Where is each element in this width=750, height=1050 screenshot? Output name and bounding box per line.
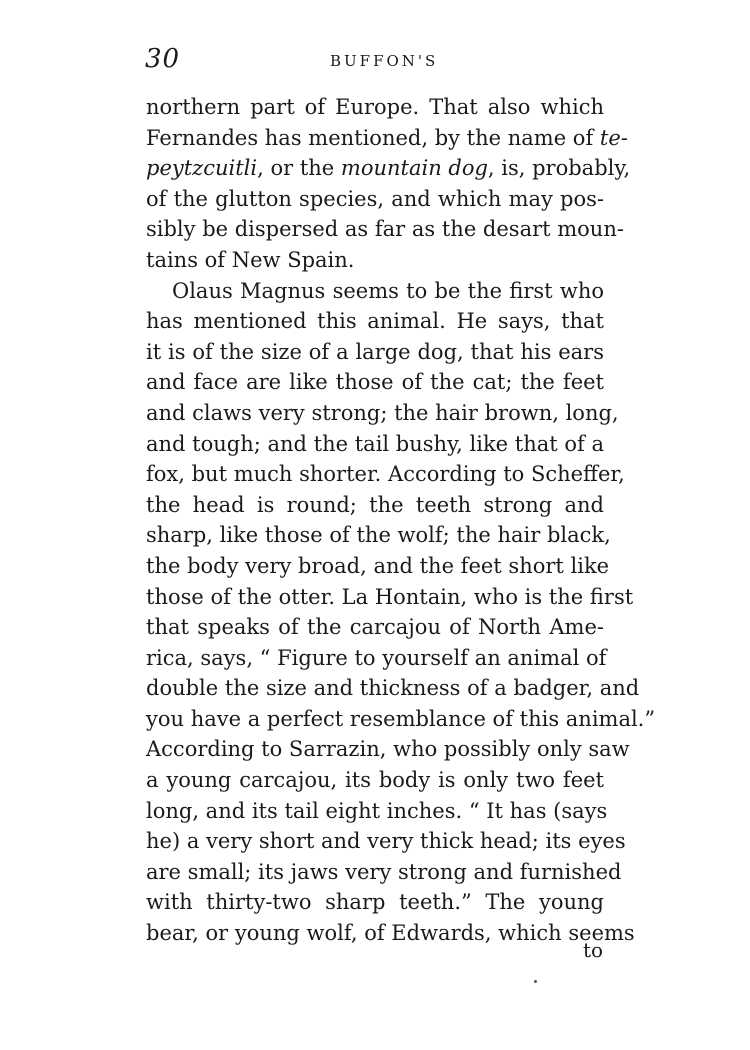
text-line — [146, 306, 604, 337]
text-line — [146, 459, 625, 490]
text-run: Olaus Magnus seems to be the first who — [172, 278, 604, 303]
text-line — [146, 826, 626, 857]
text-line — [146, 214, 624, 245]
italic-text: te- — [599, 125, 628, 150]
text-run: of the glutton species, and which may pos- — [146, 186, 604, 211]
text-line — [146, 92, 604, 123]
italic-text: peytzcuitli — [146, 156, 258, 181]
text-run: According to Sarrazin, who possibly only saw — [146, 737, 630, 762]
text-line — [146, 918, 635, 949]
text-line — [146, 245, 604, 276]
ink-speck — [534, 980, 537, 983]
text-run: rica, says, “ Figure to yourself an animal of — [146, 645, 607, 670]
text-run: and claws very strong; the hair brown, long, — [146, 400, 619, 425]
text-line — [146, 184, 604, 215]
text-run: he) a very short and very thick head; its eyes — [146, 829, 626, 854]
text-run: and tough; and the tail bushy, like that of a — [146, 431, 604, 456]
text-run: sharp, like those of the wolf; the hair black, — [146, 523, 611, 548]
text-line — [146, 123, 628, 154]
text-line — [146, 520, 611, 551]
text-run: tains of New Spain. — [146, 247, 355, 272]
text-run: double the size and thickness of a badger, and — [146, 676, 640, 701]
text-line — [146, 582, 634, 613]
page-number: 30 — [145, 44, 181, 74]
text-run: you have a perfect resemblance of this animal.” — [146, 706, 656, 731]
text-line — [146, 337, 604, 368]
text-run: bear, or young wolf, of Edwards, which seems — [146, 921, 635, 946]
text-line — [146, 643, 607, 674]
text-run: that speaks of the carcajou of North Ame- — [146, 615, 604, 640]
body-text — [146, 92, 656, 949]
text-line — [146, 551, 610, 582]
text-line — [146, 765, 604, 796]
text-run: the head is round; the teeth strong and — [146, 492, 604, 517]
text-line — [146, 673, 640, 704]
text-run: and face are like those of the cat; the feet — [146, 370, 604, 395]
text-run: Fernandes has mentioned, by the name of — [146, 125, 600, 150]
text-run: with thirty-two sharp teeth.” The young — [146, 890, 604, 915]
text-run: a young carcajou, its body is only two feet — [146, 768, 604, 793]
text-run: northern part of Europe. That also which — [146, 95, 604, 119]
text-line — [146, 367, 604, 398]
text-run: , or the — [257, 156, 341, 181]
text-run: are small; its jaws very strong and furnished — [146, 859, 622, 884]
text-line — [146, 276, 604, 307]
text-run: fox, but much shorter. According to Scheffer, — [146, 462, 625, 487]
text-run: the body very broad, and the feet short like — [146, 553, 610, 578]
text-run: it is of the size of a large dog, that his ears — [146, 339, 604, 364]
text-line — [146, 734, 630, 765]
text-line — [146, 153, 631, 184]
text-line — [146, 887, 604, 918]
text-line — [146, 612, 604, 643]
text-line — [146, 704, 656, 735]
text-line — [146, 857, 622, 888]
text-run: , is, probably, — [487, 156, 631, 181]
text-line — [146, 796, 608, 827]
text-run: those of the otter. La Hontain, who is the first — [146, 584, 634, 609]
italic-text: mountain dog — [340, 156, 488, 181]
catchword: to — [583, 938, 604, 962]
text-run: has mentioned this animal. He says, that — [146, 309, 604, 334]
running-head: BUFFON'S — [330, 52, 439, 70]
text-run: long, and its tail eight inches. “ It has (says — [146, 798, 608, 823]
text-line — [146, 429, 604, 460]
text-line — [146, 490, 604, 521]
text-line — [146, 398, 619, 429]
text-run: sibly be dispersed as far as the desart moun- — [146, 217, 624, 242]
